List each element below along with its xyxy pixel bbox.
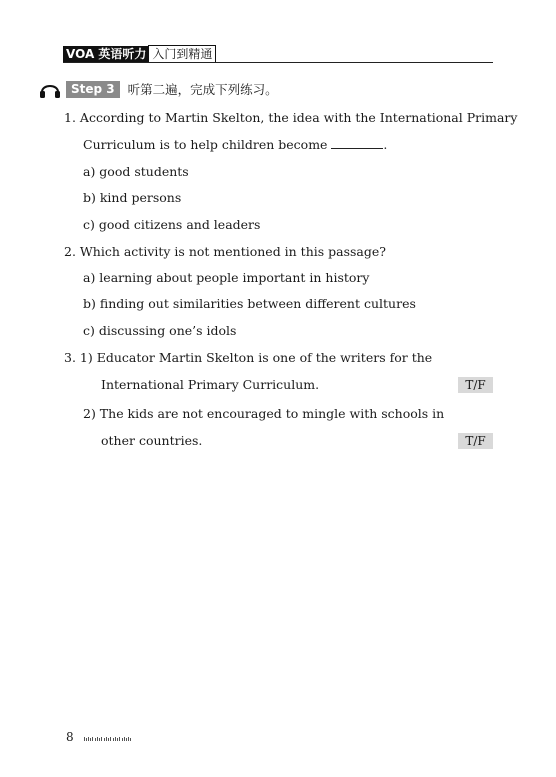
running-header xyxy=(63,45,493,63)
statement-1-continuation: International Primary Curriculum. xyxy=(101,377,320,392)
question-text: Which activity is not mentioned in this passage? xyxy=(79,244,386,259)
step-heading xyxy=(38,79,278,99)
question-text-cont: Curriculum is to help children become xyxy=(83,137,332,152)
option-1b: b) kind persons xyxy=(83,190,182,205)
question-2 xyxy=(64,244,386,260)
header-series-title: VOA 英语听力 xyxy=(63,46,148,62)
option-1c: c) good citizens and leaders xyxy=(83,217,261,232)
header-subtitle: 入门到精通 xyxy=(148,45,216,62)
answer-blank xyxy=(331,137,383,149)
option-2c: c) discussing one’s idols xyxy=(83,323,237,338)
question-1-continuation xyxy=(83,137,387,153)
question-text: According to Martin Skelton, the idea with the International Primary xyxy=(79,110,518,125)
option-2b: b) finding out similarities between different cultures xyxy=(83,296,416,311)
page-number: 8 xyxy=(66,730,74,744)
true-false-box: T/F xyxy=(458,433,493,449)
step-badge: Step 3 xyxy=(66,81,120,98)
footer-ornament xyxy=(84,737,132,741)
step-instruction: 听第二遍，完成下列练习。 xyxy=(127,82,278,97)
headphone-icon xyxy=(38,79,62,99)
question-number: 2. xyxy=(64,244,76,259)
statement-2: 2) The kids are not encouraged to mingle with schools in xyxy=(83,406,445,421)
statement-2-continuation: other countries. xyxy=(101,433,203,448)
true-false-box: T/F xyxy=(458,377,493,393)
statement-1: 1) Educator Martin Skelton is one of the writers for the xyxy=(79,350,433,365)
option-2a: a) learning about people important in history xyxy=(83,270,370,285)
question-number: 1. xyxy=(64,110,76,125)
question-3 xyxy=(64,350,432,366)
question-text-end: . xyxy=(383,137,388,152)
question-1 xyxy=(64,110,517,126)
option-1a: a) good students xyxy=(83,164,189,179)
question-number: 3. xyxy=(64,350,76,365)
